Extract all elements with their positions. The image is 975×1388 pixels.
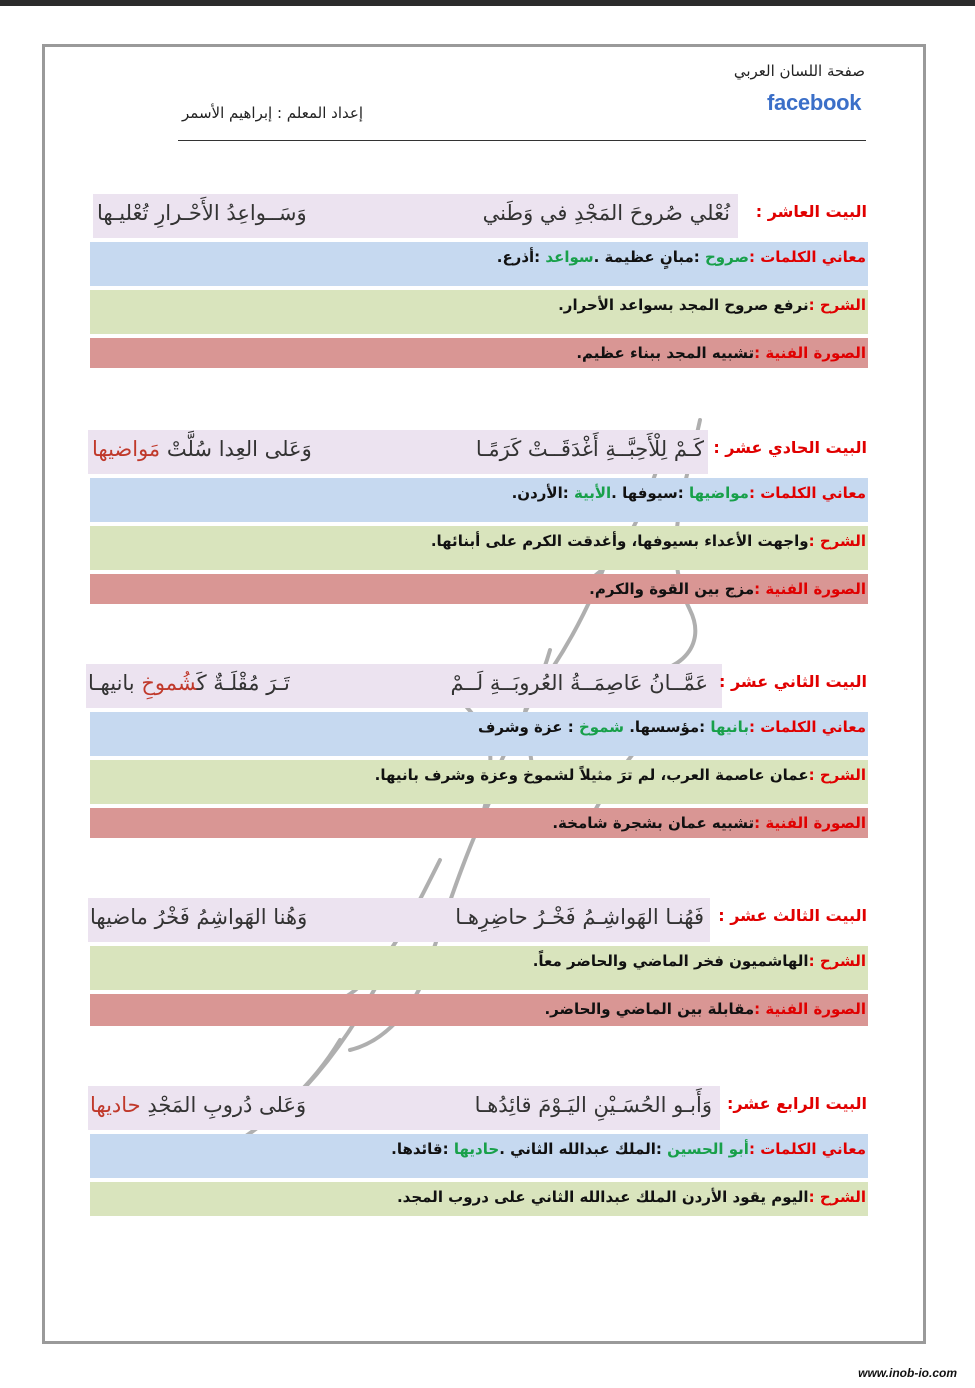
imagery-label: الصورة الفنية (765, 814, 866, 832)
verse-highlight-word: مَواضيها (92, 437, 161, 461)
prepared-by: إعداد المعلم : إبراهيم الأسمر (182, 104, 364, 122)
facebook-logo: facebook (767, 90, 862, 115)
explanation-label: الشرح (819, 1188, 866, 1206)
meanings-label: معاني الكلمات (760, 718, 866, 736)
explanation-band: الشرح :اليوم يقود الأردن الملك عبدالله الثاني على دروب المجد. (90, 1182, 868, 1216)
verse-hemistich-left: وَسَــواعِدُ الأَحْـرارِ تُعْليـها (97, 201, 307, 225)
explanation-band: الشرح :عمان عاصمة العرب، لم ترَ مثيلاً لشموخ وعزة وشرف بانيها. (90, 760, 868, 804)
imagery-text: تشبيه المجد ببناء عظيم. (576, 344, 755, 362)
explanation-label: الشرح (819, 532, 866, 550)
meaning-word: الأبية (573, 484, 612, 502)
header-divider (178, 140, 866, 141)
verse-box (86, 664, 722, 708)
meaning-definition: الأردن (517, 484, 563, 502)
imagery-band: الصورة الفنية :تشبيه عمان بشجرة شامخة. (90, 808, 868, 838)
verse-hemistich-left: تَـرَ مُقْلَـةٌ كَشُموخِ بانيهـا (88, 671, 290, 695)
meanings-label: معاني الكلمات (760, 484, 866, 502)
verse-highlight-word: شُموخِ (141, 671, 197, 695)
verse-label: البيت العاشر : (755, 202, 867, 221)
meaning-word: بانيها (710, 718, 749, 736)
imagery-band: الصورة الفنية :مقابلة بين الماضي والحاضر. (90, 994, 868, 1026)
imagery-text: تشبيه عمان بشجرة شامخة. (552, 814, 755, 832)
meaning-word: صروح (704, 248, 749, 266)
meaning-word: شموخ (578, 718, 624, 736)
verse-box (88, 898, 710, 942)
meaning-definition: مبانٍ عظيمة (604, 248, 694, 266)
meaning-word: حاديها (453, 1140, 500, 1158)
meanings-label: معاني الكلمات (760, 1140, 866, 1158)
verse-label: البيت الثالث عشر : (718, 906, 867, 925)
verse-highlight-word: حاديها (90, 1093, 141, 1117)
explanation-band: الشرح :واجهت الأعداء بسيوفها، وأغدقت الكرم على أبنائها. (90, 526, 868, 570)
meanings-band: معاني الكلمات :أبو الحسين :الملك عبدالله الثاني .حاديها :قائدها. (90, 1134, 868, 1178)
meaning-definition: سيوفها (622, 484, 678, 502)
meanings-label: معاني الكلمات (760, 248, 866, 266)
explanation-text: اليوم يقود الأردن الملك عبدالله الثاني على دروب المجد. (396, 1188, 809, 1206)
explanation-text: نرفع صروح المجد بسواعد الأحرار. (558, 296, 809, 314)
imagery-band: الصورة الفنية :تشبيه المجد ببناء عظيم. (90, 338, 868, 368)
top-bar (0, 0, 975, 6)
explanation-band: الشرح :نرفع صروح المجد بسواعد الأحرار. (90, 290, 868, 334)
verse-hemistich-left: وَعَلى العِدا سُلَّتْ مَواضيها (92, 437, 312, 461)
verse-box (93, 194, 738, 238)
verse-hemistich-right: وَأَبـو الحُسَـيْنِ اليَـوْمَ قائِدُهـا (474, 1093, 712, 1117)
explanation-band: الشرح :الهاشميون فخر الماضي والحاضر معاً. (90, 946, 868, 990)
meaning-word: مواضيها (688, 484, 749, 502)
verse-hemistich-left: وَهُنا الهَواشِمُ فَخْرُ ماضيها (90, 905, 308, 929)
meanings-band: معاني الكلمات :مواضيها :سيوفها .الأبية :الأردن. (90, 478, 868, 522)
explanation-text: الهاشميون فخر الماضي والحاضر معاً. (532, 952, 809, 970)
meanings-band: معاني الكلمات :صروح :مبانٍ عظيمة .سواعد :أذرع. (90, 242, 868, 286)
imagery-band: الصورة الفنية :مزج بين القوة والكرم. (90, 574, 868, 604)
verse-hemistich-right: فَهُنـا الهَواشِـمُ فَخْـرُ حاضِرِهـا (455, 905, 704, 929)
page-name: صفحة اللسان العربي (733, 62, 865, 80)
explanation-label: الشرح (819, 296, 866, 314)
verse-box (88, 1086, 720, 1130)
verse-label: البيت الثاني عشر : (719, 672, 867, 691)
explanation-label: الشرح (819, 952, 866, 970)
imagery-text: مقابلة بين الماضي والحاضر. (544, 1000, 755, 1018)
imagery-label: الصورة الفنية (765, 1000, 866, 1018)
meaning-definition: أذرع (502, 248, 535, 266)
explanation-text: واجهت الأعداء بسيوفها، وأغدقت الكرم على أبنائها. (430, 532, 809, 550)
meanings-band: معاني الكلمات :بانيها :مؤسسها. شموخ : عزة وشرف (90, 712, 868, 756)
meaning-definition: الملك عبدالله الثاني (510, 1140, 656, 1158)
verse-hemistich-right: كَـمْ لِلْأَحِبَّــةِ أَغْدَقَــتْ كَرَمًـا (475, 437, 704, 461)
explanation-label: الشرح (819, 766, 866, 784)
verse-label: البيت الحادي عشر : (713, 438, 867, 457)
verse-hemistich-right: عَمَّــانُ عَاصِمَــةُ العُروبَــةِ لَــمْ (450, 671, 708, 695)
imagery-label: الصورة الفنية (765, 344, 866, 362)
meaning-word: أبو الحسين (667, 1140, 749, 1158)
meaning-word: سواعد (545, 248, 594, 266)
imagery-text: مزج بين القوة والكرم. (589, 580, 755, 598)
verse-box (88, 430, 708, 474)
verse-hemistich-right: نُعْلي صُروحَ المَجْدِ في وَطَني (482, 201, 730, 225)
meaning-definition: مؤسسها (634, 718, 700, 736)
meaning-definition: عزة وشرف (478, 718, 563, 736)
imagery-label: الصورة الفنية (765, 580, 866, 598)
verse-label: البيت الرابع عشر: (726, 1094, 867, 1113)
verse-hemistich-left: وَعَلى دُروبِ المَجْدِ حاديها (90, 1093, 307, 1117)
footer-url[interactable]: www.inob-io.com (858, 1366, 957, 1380)
explanation-text: عمان عاصمة العرب، لم ترَ مثيلاً لشموخ وعزة وشرف بانيها. (374, 766, 809, 784)
meaning-definition: قائدها (396, 1140, 443, 1158)
